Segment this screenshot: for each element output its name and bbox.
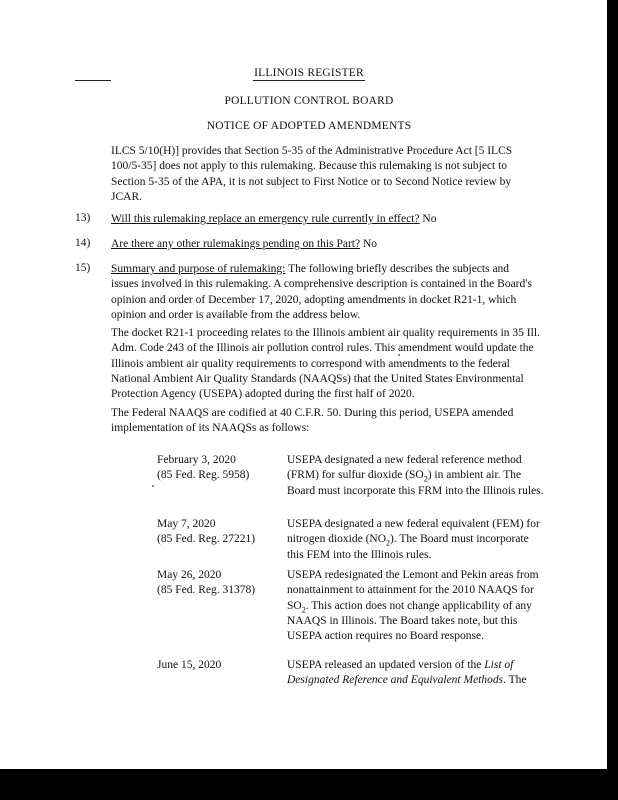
item-13-answer: No [422,213,437,225]
item-14-number: 14) [75,237,91,249]
notice-title: NOTICE OF ADOPTED AMENDMENTS [206,120,412,132]
table-row-3-desc: USEPA redesignated the Lemont and Pekin areas from nonattainment to attainment for the 2010 NAAQS for $SO_2$. This action does not change applicability of any NAAQS in Illinois. The Board takes note, but this USEPA action requires no Board response. [287,569,539,643]
item-14-answer: No [362,238,378,250]
table-row-2-date: May 7, 2020 (85 Fed. Reg. 27221) [157,518,256,546]
item-14 [111,237,551,252]
header-rule [253,80,365,81]
table-row-4-desc: USEPA released an updated version of the List of Designated Reference and Equivalent Methods. The [287,659,527,687]
header-rule-short [75,80,111,81]
item-15-number: 15) [75,262,91,274]
table-row-3-date: May 26, 2020 (85 Fed. Reg. 31378) [157,569,256,597]
item-15-label: Summary and purpose of rulemaking: [111,263,286,275]
scan-speck [152,485,154,487]
table-row-2-desc: USEPA designated a new federal equivalent (FEM) for nitrogen dioxide $(NO_2)$. The Board must incorporate this FEM into the Illinois rules. [287,518,540,561]
item-15-paragraph-3: The Federal NAAQS are codified at 40 C.F.R. 50. During this period, USEPA amended implementation of its NAAQSs as follows: [111,407,514,435]
item-15-paragraph-2: The docket R21-1 proceeding relates to the Illinois ambient air quality requirements in 35 Ill. Adm. Code 243 of the Illinois air pollution control rules. This amendment would update the Illinois ambient air quality requirements to correspond with amendments to the federal National Ambient Air Quality Standards (NAAQSs) that the United States Environmental Protection Agency (USEPA) adopted during the first half of 2020. [111,327,540,401]
item-13-label: Will this rulemaking replace an emergency rule currently in effect? [111,213,420,225]
table-row-1-desc: USEPA designated a new federal reference method (FRM) for sulfur dioxide $(SO_2)$ in ambient air. The Board must incorporate this FRM into the Illinois rules. [287,454,544,497]
item-13-number: 13) [75,212,91,224]
scan-border-right [607,0,618,800]
item-15-paragraph [111,262,536,323]
item-13 [111,212,551,227]
item-14-label: Are there any other rulemakings pending on this Part? [111,238,361,250]
agency-name: POLLUTION CONTROL BOARD [224,95,394,107]
intro-paragraph: ILCS 5/10(H)] provides that Section 5-35 of the Administrative Procedure Act [5 ILCS 100/5-35] does not apply to this rulemaking. Because this rulemaking is not subject to Section 5-35 of the APA, it is not subject to First Notice or to Second Notice review by JCAR. [111,145,513,203]
table-row-4-date: June 15, 2020 [157,659,222,671]
scan-border-bottom [0,769,618,800]
item-15-text: The following briefly describes the subjects and issues involved in this rulemaking. A comprehensive description is contained in the Board's opinion and order of December 17, 2020, adopting amendments in docket R21-1, which opinion and order is available from the address below. [111,263,532,321]
scan-speck [398,354,400,356]
table-row-1-date: February 3, 2020 (85 Fed. Reg. 5958) [157,454,250,482]
register-title: ILLINOIS REGISTER [254,67,364,79]
